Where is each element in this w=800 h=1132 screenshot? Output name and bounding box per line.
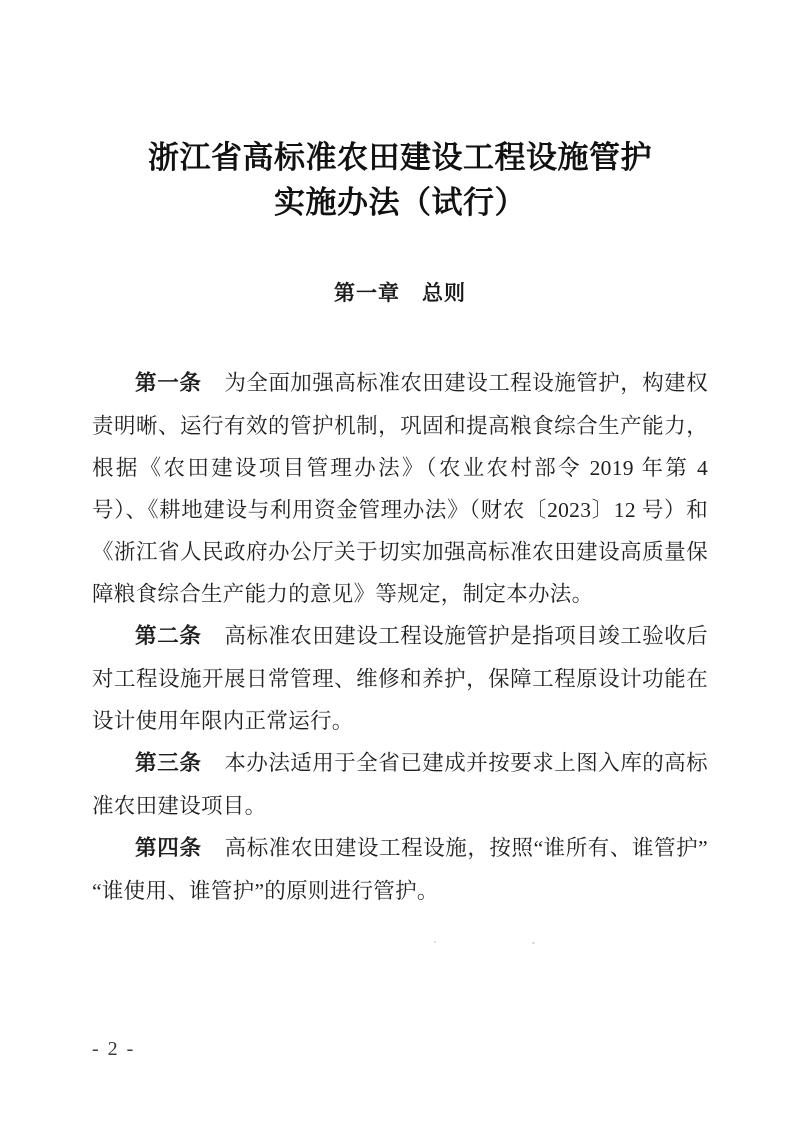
title-line-1: 浙江省高标准农田建设工程设施管护 — [148, 140, 652, 176]
article-1 — [92, 362, 708, 615]
scan-speck — [532, 942, 535, 944]
scan-artifacts — [0, 938, 800, 952]
article-4-number: 第四条 — [135, 836, 202, 861]
article-2-number: 第二条 — [135, 624, 202, 649]
article-4-text: 高标准农田建设工程设施，按照“谁所有、谁管护”“谁使用、谁管护”的原则进行管护。 — [92, 836, 708, 903]
article-3-text: 本办法适用于全省已建成并按要求上图入库的高标准农田建设项目。 — [92, 751, 708, 818]
article-2-text: 高标准农田建设工程设施管护是指项目竣工验收后对工程设施开展日常管理、维修和养护，保障工程原设计功能在设计使用年限内正常运行。 — [92, 624, 708, 733]
article-1-number: 第一条 — [135, 371, 202, 396]
page-number: - 2 - — [92, 1038, 136, 1060]
chapter-heading: 第一章 总则 — [334, 281, 466, 305]
article-3 — [92, 742, 708, 827]
document-body — [92, 362, 708, 912]
article-3-number: 第三条 — [135, 751, 202, 776]
page-title — [0, 136, 800, 226]
scan-speck — [434, 941, 436, 943]
article-1-text: 为全面加强高标准农田建设工程设施管护，构建权责明晰、运行有效的管护机制，巩固和提高粮食综合生产能力，根据《农田建设项目管理办法》（农业农村部令 2019 年第 4 号）、《耕地建设与利用资金管理办法》（财农〔2023〕12 号）和《浙江省人民政府办公厅关于切实加强高标准农田建设高质量保障粮食综合生产能力的意见》等规定，制定本办法。 — [92, 371, 708, 606]
title-line-2: 实施办法（试行） — [274, 185, 526, 221]
article-4 — [92, 827, 708, 912]
article-2 — [92, 615, 708, 742]
